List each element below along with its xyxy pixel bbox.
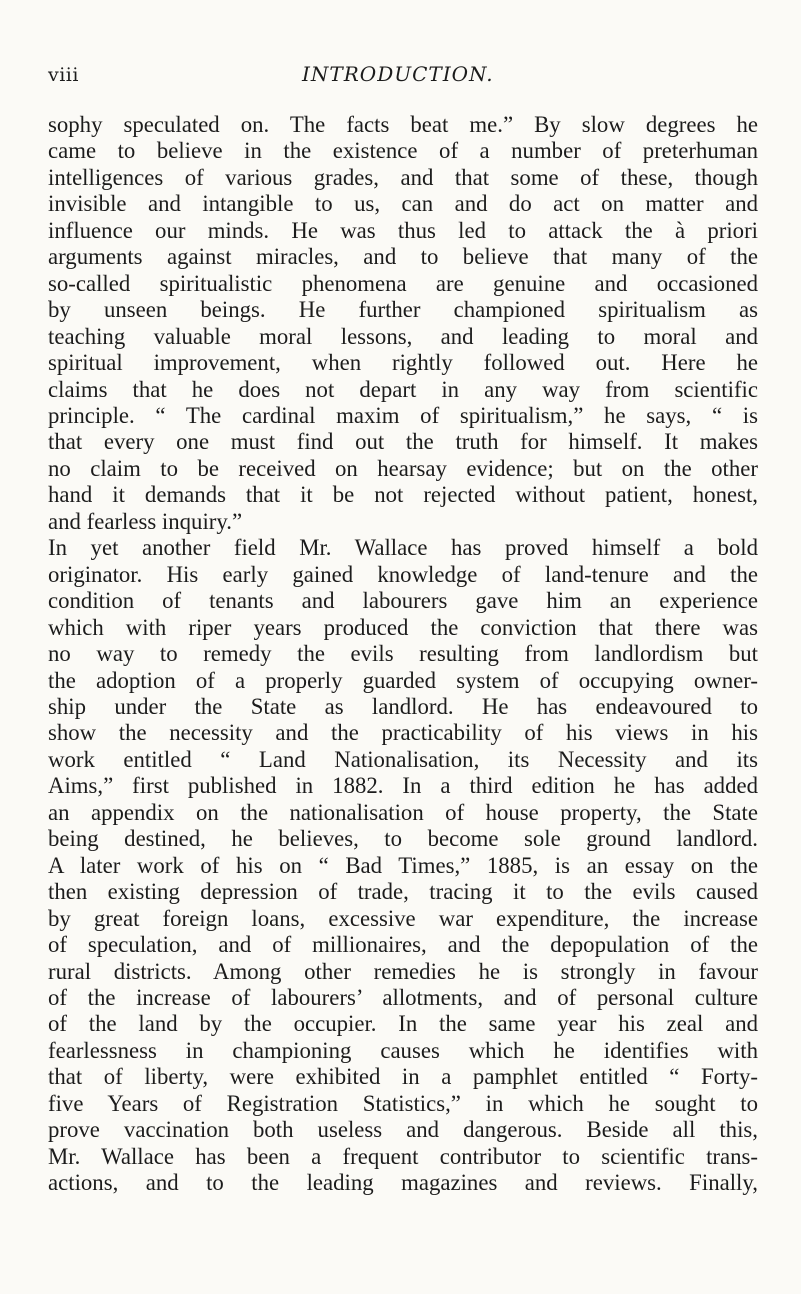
page-number: viii bbox=[48, 64, 79, 86]
text-line: the adoption of a properly guarded system of occupying owner- bbox=[48, 667, 758, 693]
text-line: and fearless inquiry.” bbox=[48, 508, 243, 534]
text-line: by unseen beings. He further championed spiritualism as bbox=[48, 297, 758, 323]
text-line: arguments against miracles, and to believe that many of the bbox=[48, 244, 758, 270]
text-line: teaching valuable moral lessons, and leading to moral and bbox=[48, 323, 758, 349]
text-line: no claim to be received on hearsay evidence; but on the other bbox=[48, 455, 758, 481]
text-line: principle. “ The cardinal maxim of spiritualism,” he says, “ is bbox=[48, 402, 758, 428]
text-line: by great foreign loans, excessive war expenditure, the increase bbox=[48, 905, 758, 931]
text-line: rural districts. Among other remedies he is strongly in favour bbox=[48, 958, 758, 984]
body-text bbox=[48, 112, 758, 1197]
text-line: work entitled “ Land Nationalisation, its Necessity and its bbox=[48, 746, 758, 772]
text-line: intelligences of various grades, and that some of these, though bbox=[48, 164, 758, 190]
text-line: hand it demands that it be not rejected without patient, honest, bbox=[48, 482, 758, 508]
text-line: In yet another field Mr. Wallace has proved himself a bold bbox=[48, 535, 758, 561]
text-line: invisible and intangible to us, can and do act on matter and bbox=[48, 191, 758, 217]
text-line: five Years of Registration Statistics,” in which he sought to bbox=[48, 1090, 758, 1116]
text-line: an appendix on the nationalisation of house property, the State bbox=[48, 799, 758, 825]
text-line: of the increase of labourers’ allotments, and of personal culture bbox=[48, 984, 758, 1010]
text-line: then existing depression of trade, tracing it to the evils caused bbox=[48, 879, 758, 905]
text-line: Aims,” first published in 1882. In a third edition he has added bbox=[48, 773, 758, 799]
text-line: no way to remedy the evils resulting from landlordism but bbox=[48, 641, 758, 667]
text-line: A later work of his on “ Bad Times,” 1885, is an essay on the bbox=[48, 852, 758, 878]
text-line: claims that he does not depart in any way from scientific bbox=[48, 376, 758, 402]
text-line: influence our minds. He was thus led to attack the à priori bbox=[48, 217, 758, 243]
running-head: INTRODUCTION. bbox=[302, 62, 494, 86]
text-line: that every one must find out the truth for himself. It makes bbox=[48, 429, 758, 455]
text-line: spiritual improvement, when rightly followed out. Here he bbox=[48, 350, 758, 376]
text-line: condition of tenants and labourers gave him an experience bbox=[48, 588, 758, 614]
text-line: that of liberty, were exhibited in a pamphlet entitled “ Forty- bbox=[48, 1064, 758, 1090]
text-line: ship under the State as landlord. He has endeavoured to bbox=[48, 693, 758, 719]
text-line: came to believe in the existence of a number of preterhuman bbox=[48, 138, 758, 164]
text-line: actions, and to the leading magazines and reviews. Finally, bbox=[48, 1170, 758, 1196]
text-line: originator. His early gained knowledge of land-tenure and the bbox=[48, 561, 758, 587]
text-line: which with riper years produced the conviction that there was bbox=[48, 614, 758, 640]
page-header bbox=[0, 50, 801, 86]
text-line: Mr. Wallace has been a frequent contributor to scientific trans- bbox=[48, 1143, 758, 1169]
text-line: fearlessness in championing causes which he identifies with bbox=[48, 1037, 758, 1063]
text-line: prove vaccination both useless and dangerous. Beside all this, bbox=[48, 1117, 758, 1143]
text-line: sophy speculated on. The facts beat me.” By slow degrees he bbox=[48, 112, 758, 137]
text-line: show the necessity and the practicability of his views in his bbox=[48, 720, 758, 746]
text-line: of speculation, and of millionaires, and the depopulation of the bbox=[48, 932, 758, 958]
text-line: so-called spiritualistic phenomena are genuine and occasioned bbox=[48, 270, 758, 296]
text-line: being destined, he believes, to become sole ground landlord. bbox=[48, 826, 758, 852]
text-line: of the land by the occupier. In the same year his zeal and bbox=[48, 1011, 758, 1037]
